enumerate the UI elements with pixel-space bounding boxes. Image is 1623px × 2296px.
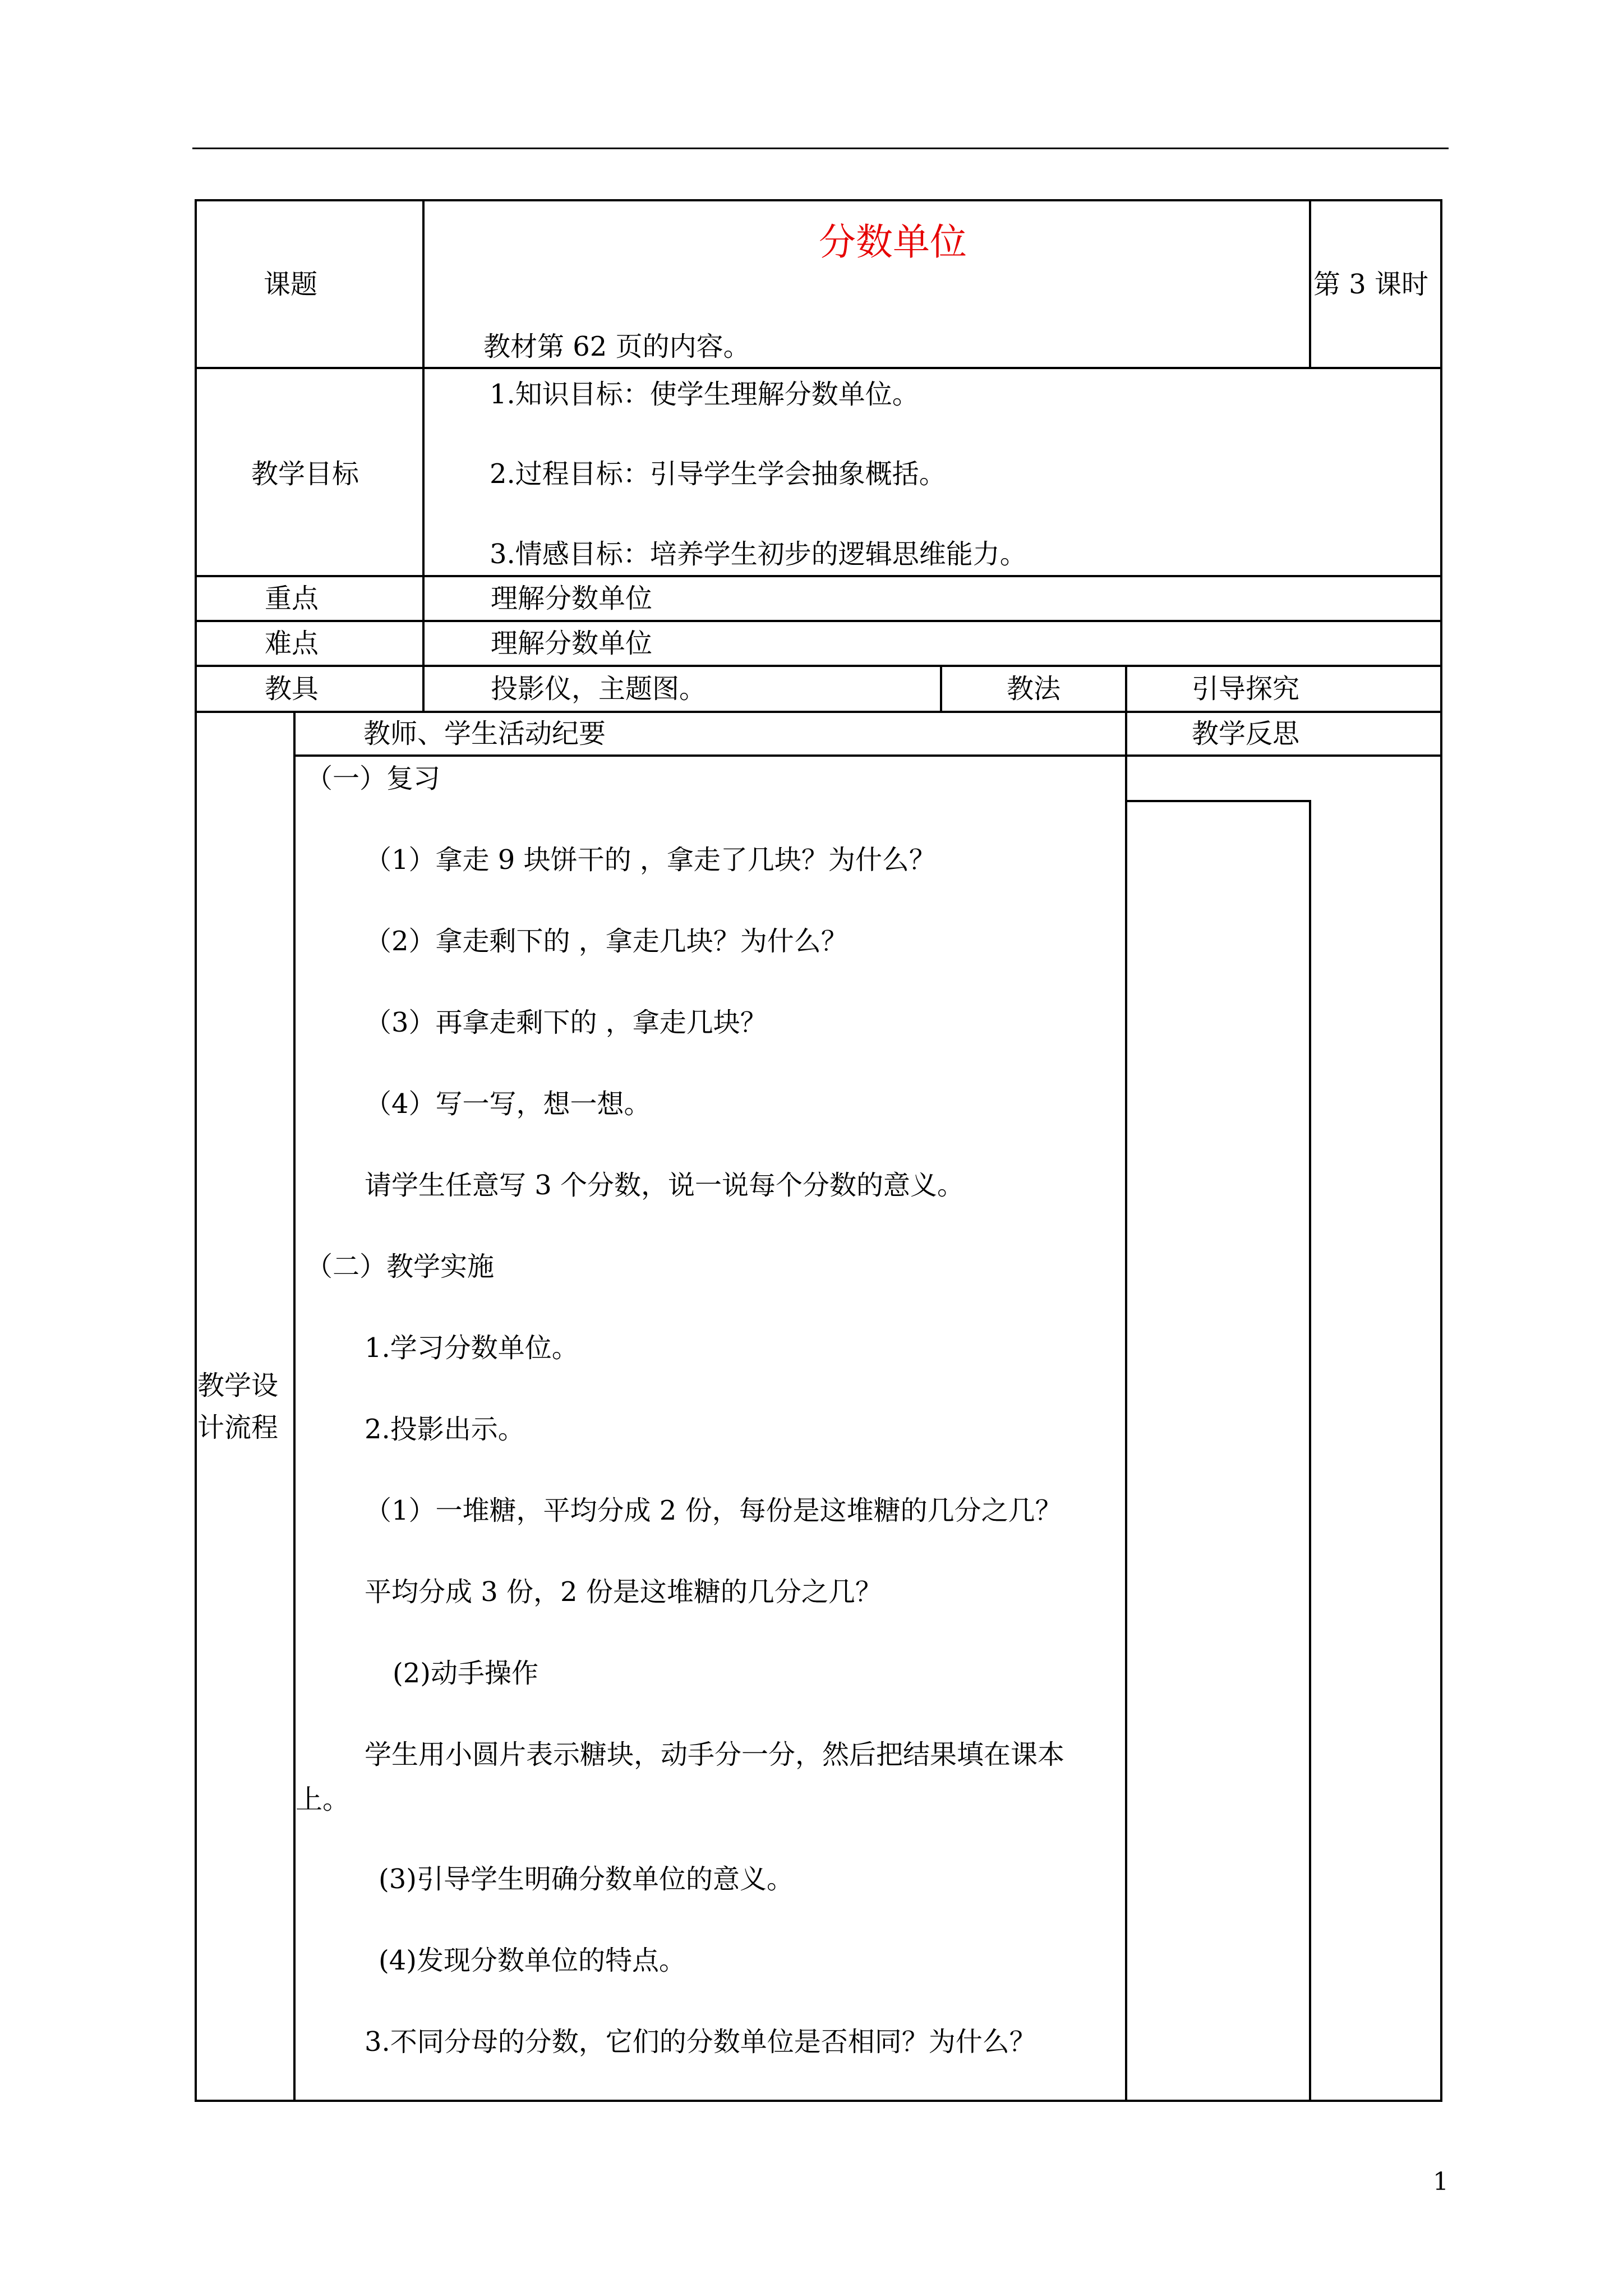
process-line: 学生用小圆片表示糖块，动手分一分，然后把结果填在课本 <box>365 1739 1065 1770</box>
row-line <box>1125 800 1310 802</box>
col-line <box>940 665 942 712</box>
tools-value: 投影仪，主题图。 <box>491 673 707 705</box>
process-line: （二）教学实施 <box>306 1251 495 1282</box>
row-line <box>195 575 1442 577</box>
process-line: 上。 <box>296 1784 350 1815</box>
reflection-column-header: 教学反思 <box>1192 718 1300 749</box>
objective-item: 2.过程目标：引导学生学会抽象概括。 <box>490 458 946 490</box>
row-line <box>294 754 1442 757</box>
process-line: （4）写一写，想一想。 <box>365 1088 651 1120</box>
row-line <box>195 711 1442 713</box>
method-value: 引导探究 <box>1192 673 1300 705</box>
process-line: （1）拿走 9 块饼干的 ，拿走了几块？为什么？ <box>365 844 936 876</box>
process-line: 平均分成 3 份，2 份是这堆糖的几分之几？ <box>365 1576 882 1608</box>
process-label-line1: 教学设 <box>197 1370 279 1401</box>
process-line: (3)引导学生明确分数单位的意义。 <box>379 1864 794 1895</box>
header-rule <box>192 148 1449 149</box>
objective-item: 1.知识目标：使学生理解分数单位。 <box>490 379 919 410</box>
tools-label: 教具 <box>265 673 319 705</box>
key-point-value: 理解分数单位 <box>491 583 653 614</box>
process-line: （一）复习 <box>306 763 441 794</box>
method-label: 教法 <box>1007 673 1061 705</box>
topic-label: 课题 <box>264 269 318 300</box>
objective-item: 3.情感目标：培养学生初步的逻辑思维能力。 <box>490 539 1027 570</box>
col-line <box>422 199 425 712</box>
key-point-label: 重点 <box>265 583 319 614</box>
process-line: （1）一堆糖，平均分成 2 份，每份是这堆糖的几分之几？ <box>365 1495 1062 1526</box>
process-line: 3.不同分母的分数，它们的分数单位是否相同？为什么？ <box>365 2026 1036 2058</box>
content-reference: 教材第 62 页的内容。 <box>483 331 750 362</box>
process-line: (4)发现分数单位的特点。 <box>379 1945 686 1976</box>
difficulty-label: 难点 <box>265 628 319 659</box>
row-line <box>195 367 1442 369</box>
difficulty-value: 理解分数单位 <box>491 628 653 659</box>
lesson-period: 第 3 课时 <box>1313 269 1429 300</box>
page-number: 1 <box>1433 2168 1449 2196</box>
col-line <box>1309 199 1311 369</box>
row-line <box>195 665 1442 667</box>
process-line: 请学生任意写 3 个分数，说一说每个分数的意义。 <box>365 1170 965 1201</box>
process-line: (2)动手操作 <box>393 1658 538 1689</box>
col-line <box>1125 665 1127 2102</box>
process-line: （2）拿走剩下的 ，拿走几块？为什么？ <box>365 926 848 957</box>
lesson-title: 分数单位 <box>819 220 967 264</box>
col-line <box>293 711 296 2102</box>
objectives-label: 教学目标 <box>251 458 359 490</box>
process-line: 2.投影出示。 <box>365 1414 525 1445</box>
process-line: （3）再拿走剩下的 ，拿走几块？ <box>365 1007 767 1038</box>
row-line <box>195 620 1442 622</box>
col-line <box>1309 800 1311 2102</box>
process-label-line2: 计流程 <box>197 1412 279 1443</box>
process-line: 1.学习分数单位。 <box>365 1332 579 1364</box>
activity-column-header: 教师、学生活动纪要 <box>363 718 606 749</box>
